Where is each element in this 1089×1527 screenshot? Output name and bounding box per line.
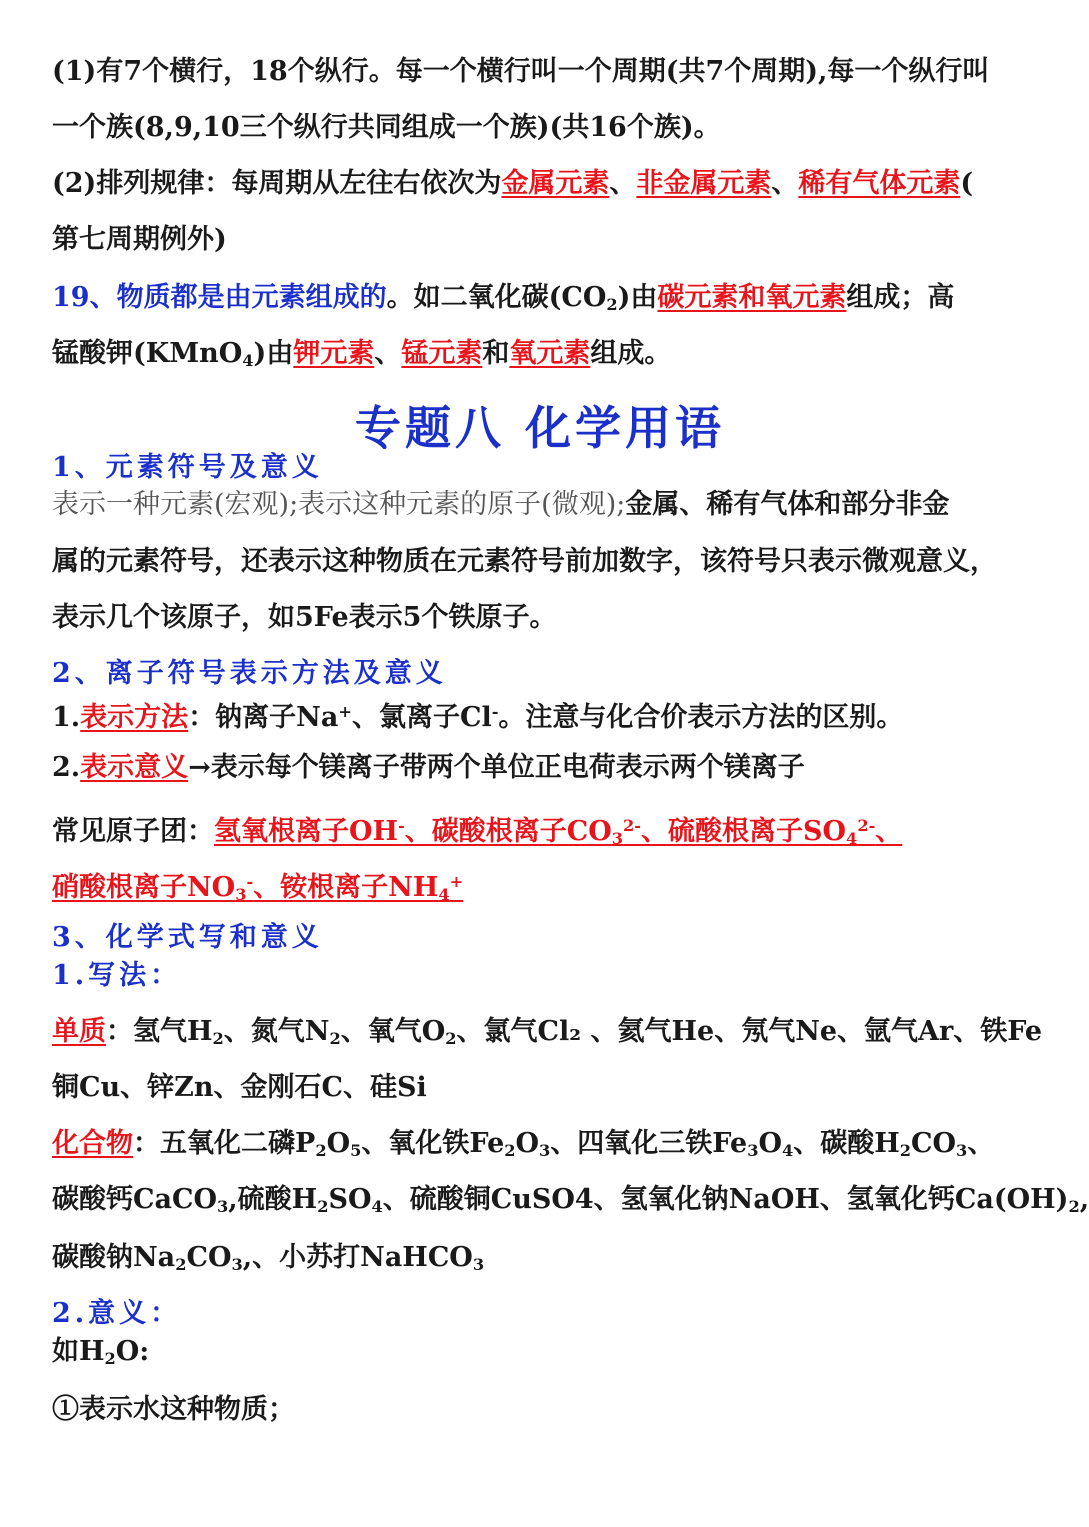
compounds-line-2: 碳酸钙CaCO$_3$,硫酸$H_2SO_4$、硫酸铜CuSO4、氢氧化钠NaOH、氢氧化钙$Ca(OH)_2$,: [52, 1184, 1089, 1217]
paragraph-19: 19、物质都是由元素组成的。如二氧化碳$(CO_2)$由碳元素和氧元素组成；高: [52, 282, 955, 315]
keyword-nonmetal: 非金属元素: [636, 168, 772, 199]
paragraph-periods: (1)有7个横行，18个纵行。每一个横行叫一个周期(共7个周期),每一个纵行叫: [52, 56, 990, 87]
ion-method-line: 1.表示方法：钠离子Na+、氯离子Cl-。注意与化合价表示方法的区别。: [52, 701, 904, 733]
heading-ion-symbols: 2、离子符号表示方法及意义: [52, 658, 447, 689]
paragraph-element-symbols-3: 表示几个该原子，如5Fe表示5个铁原子。: [52, 602, 557, 633]
meaning-item-1: ①表示水这种物质；: [52, 1394, 295, 1425]
radical-groups-line-2: 硝酸根离子$NO_3^-$、铵根离子$NH_4^+$: [52, 871, 464, 904]
heading-element-symbols: 1、元素符号及意义: [52, 452, 323, 483]
elements-line-2: 铜Cu、锌Zn、金刚石C、硅Si: [52, 1072, 427, 1103]
paragraph-arrangement-cont: 第七周期例外): [52, 224, 227, 255]
point-19-heading: 19、物质都是由元素组成的: [52, 282, 387, 313]
compounds-line: 化合物：五氧化二磷$P_2O_5$、氧化铁$Fe_2O_3$、四氧化三铁$Fe_3O_4$、碳酸$H_2CO_3$、: [52, 1128, 995, 1161]
paragraph-groups: 一个族(8,9,10三个纵行共同组成一个族)(共16个族)。: [52, 112, 721, 143]
ion-meaning-line: 2.表示意义→表示每个镁离子带两个单位正电荷表示两个镁离子: [52, 752, 805, 783]
meaning-example: 如$H_2O$:: [52, 1336, 150, 1369]
paragraph-element-symbols: 表示一种元素(宏观);表示这种元素的原子(微观);金属、稀有气体和部分非金: [52, 489, 950, 520]
elements-line: 单质：氢气$H_2$、氮气$N_2$、氧气$O_2$、氯气Cl₂ 、氦气He、氖气Ne、氩气Ar、铁Fe: [52, 1016, 1043, 1049]
heading-writing: 1.写法：: [52, 960, 182, 991]
heading-meaning: 2.意义：: [52, 1298, 182, 1329]
paragraph-element-symbols-2: 属的元素符号，还表示这种物质在元素符号前加数字，该符号只表示微观意义，: [52, 546, 997, 577]
compounds-line-3: 碳酸钠$Na_2CO_3$,、小苏打NaHCO$_3$: [52, 1242, 485, 1275]
keyword-metal: 金属元素: [501, 168, 610, 199]
radical-groups-line: 常见原子团：氢氧根离子OH-、碳酸根离子$CO_3^{2-}$、硫酸根离子$SO_4^{2-}$、: [52, 815, 903, 848]
keyword-noble-gas: 稀有气体元素: [798, 168, 961, 199]
heading-formulas: 3、化学式写和意义: [52, 922, 323, 953]
paragraph-arrangement: (2)排列规律：每周期从左往右依次为金属元素、非金属元素、稀有气体元素(: [52, 168, 974, 199]
section-title: 专题八 化学用语: [354, 401, 725, 455]
paragraph-19-cont: 锰酸钾(KMnO$_4$)由钾元素、锰元素和氧元素组成。: [52, 338, 672, 371]
